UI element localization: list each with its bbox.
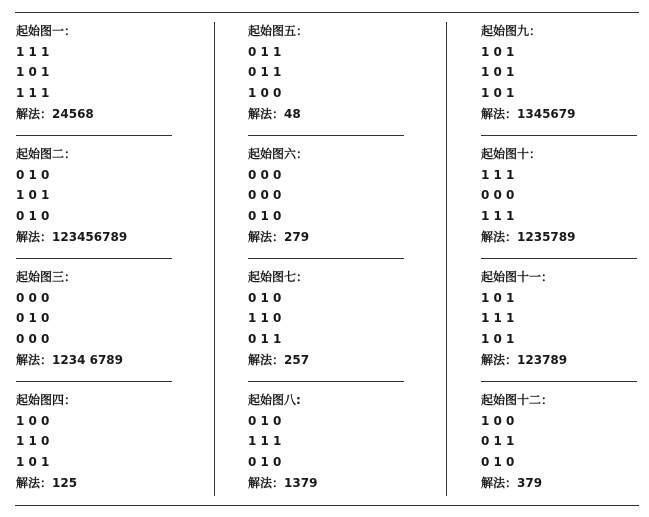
grid-row: 0 0 0 <box>248 188 282 202</box>
grid-row: 1 0 1 <box>481 86 515 100</box>
block-separator <box>481 258 637 259</box>
solution-label: 解法： <box>248 476 285 490</box>
grid-row: 0 1 1 <box>481 434 515 448</box>
grid-row: 0 1 1 <box>248 65 282 79</box>
solution-label: 解法： <box>481 230 518 244</box>
solution-label: 解法： <box>481 353 518 367</box>
solution-value: 1235789 <box>517 230 576 244</box>
block-separator <box>481 381 637 382</box>
block-separator <box>248 135 404 136</box>
solution-value: 24568 <box>52 107 94 121</box>
grid-row: 1 0 0 <box>248 86 282 100</box>
puzzle-title: 起始图七： <box>248 270 309 284</box>
grid-row: 0 0 0 <box>16 291 50 305</box>
solution-value: 1234 6789 <box>52 353 123 367</box>
grid-row: 1 0 0 <box>481 414 515 428</box>
puzzle-title: 起始图十一： <box>481 270 554 284</box>
block-separator <box>481 135 637 136</box>
grid-row: 0 1 0 <box>248 209 282 223</box>
solution-value: 279 <box>284 230 310 244</box>
grid-row: 1 1 1 <box>16 45 50 59</box>
solution-line <box>481 476 542 490</box>
grid-row: 1 0 1 <box>481 291 515 305</box>
solution-label: 解法： <box>16 107 53 121</box>
grid-row: 1 0 1 <box>481 332 515 346</box>
block-separator <box>16 381 172 382</box>
grid-row: 1 1 0 <box>248 311 282 325</box>
grid-row: 1 0 1 <box>16 188 50 202</box>
solution-label: 解法： <box>248 230 285 244</box>
grid-row: 0 1 0 <box>248 455 282 469</box>
block-separator <box>16 258 172 259</box>
grid-row: 1 1 1 <box>481 168 515 182</box>
grid-row: 1 1 1 <box>481 209 515 223</box>
solution-line <box>481 107 575 121</box>
grid-row: 0 1 1 <box>248 332 282 346</box>
solution-line <box>248 230 309 244</box>
solution-value: 1345679 <box>517 107 576 121</box>
solution-value: 257 <box>284 353 310 367</box>
column-divider-1 <box>214 22 215 496</box>
puzzle-title: 起始图十二： <box>481 393 554 407</box>
grid-row: 0 1 0 <box>481 455 515 469</box>
puzzle-title: 起始图一： <box>16 24 77 38</box>
solution-value: 123789 <box>517 353 568 367</box>
puzzle-title: 起始图二： <box>16 147 77 161</box>
solution-value: 125 <box>52 476 78 490</box>
puzzle-title: 起始图九： <box>481 24 542 38</box>
solution-line <box>481 353 567 367</box>
solution-value: 123456789 <box>52 230 128 244</box>
block-separator <box>248 258 404 259</box>
solution-value: 1379 <box>284 476 318 490</box>
solution-label: 解法： <box>16 230 53 244</box>
solution-value: 48 <box>284 107 301 121</box>
solution-line <box>248 353 309 367</box>
block-separator <box>16 135 172 136</box>
grid-row: 0 0 0 <box>481 188 515 202</box>
grid-row: 1 0 1 <box>481 65 515 79</box>
puzzle-title: 起始图八: <box>248 393 301 407</box>
grid-row: 1 0 1 <box>16 455 50 469</box>
solution-line <box>481 230 575 244</box>
grid-row: 1 1 1 <box>16 86 50 100</box>
solution-line <box>248 476 317 490</box>
solution-label: 解法： <box>16 353 53 367</box>
solution-label: 解法： <box>248 107 285 121</box>
solution-line <box>16 476 77 490</box>
grid-row: 1 0 1 <box>481 45 515 59</box>
solution-value: 379 <box>517 476 543 490</box>
grid-row: 0 1 0 <box>248 291 282 305</box>
block-separator <box>248 381 404 382</box>
grid-row: 0 0 0 <box>16 332 50 346</box>
solution-line <box>248 107 301 121</box>
puzzle-title: 起始图三： <box>16 270 77 284</box>
column-divider-2 <box>446 22 447 496</box>
puzzle-title: 起始图六： <box>248 147 309 161</box>
grid-row: 0 1 0 <box>16 209 50 223</box>
grid-row: 1 0 1 <box>16 65 50 79</box>
solution-label: 解法： <box>481 107 518 121</box>
bottom-rule <box>15 505 639 506</box>
grid-row: 1 1 1 <box>248 434 282 448</box>
grid-row: 0 1 0 <box>248 414 282 428</box>
puzzle-title: 起始图十： <box>481 147 542 161</box>
solution-line <box>16 230 127 244</box>
puzzle-title: 起始图四： <box>16 393 77 407</box>
grid-row: 0 1 1 <box>248 45 282 59</box>
top-rule <box>15 12 639 13</box>
solution-line <box>16 353 123 367</box>
grid-row: 0 1 0 <box>16 168 50 182</box>
solution-label: 解法： <box>16 476 53 490</box>
grid-row: 0 0 0 <box>248 168 282 182</box>
puzzle-title: 起始图五： <box>248 24 309 38</box>
solution-label: 解法： <box>481 476 518 490</box>
solution-line <box>16 107 94 121</box>
solution-label: 解法： <box>248 353 285 367</box>
grid-row: 1 0 0 <box>16 414 50 428</box>
grid-row: 1 1 0 <box>16 434 50 448</box>
grid-row: 1 1 1 <box>481 311 515 325</box>
grid-row: 0 1 0 <box>16 311 50 325</box>
